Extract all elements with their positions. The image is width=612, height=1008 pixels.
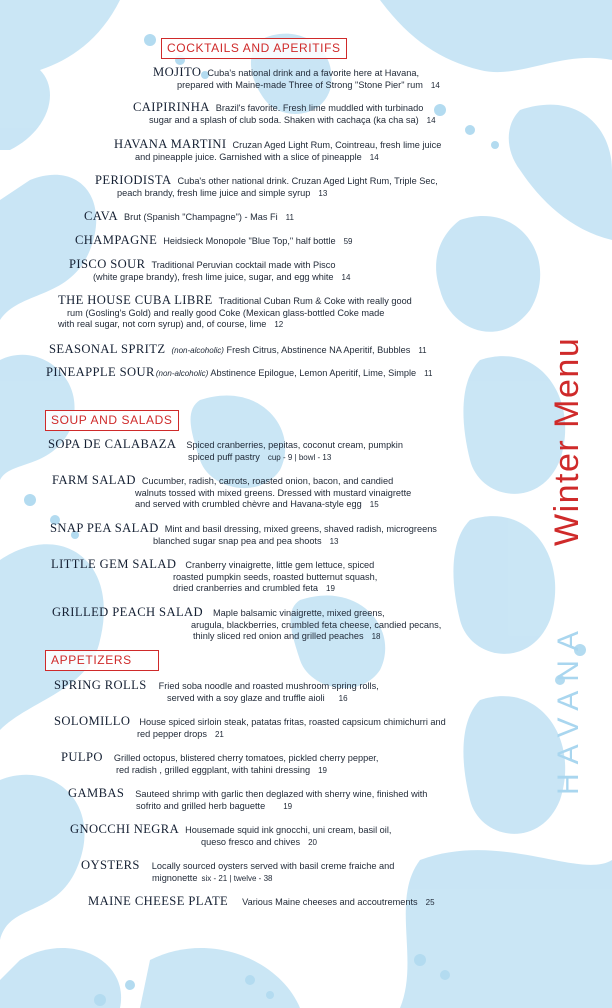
item-description: blanched sugar snap pea and pea shoots — [153, 535, 322, 546]
item-name: HAVANA MARTINI — [114, 137, 227, 151]
item-description: peach brandy, fresh lime juice and simple syrup — [117, 187, 311, 198]
section-header-appetizers: APPETIZERS — [45, 650, 159, 671]
item-price: 14 — [369, 152, 379, 162]
item-price: 11 — [285, 213, 294, 222]
item-name: PINEAPPLE SOUR — [46, 365, 155, 379]
section-header-soups: SOUP AND SALADS — [45, 410, 179, 431]
item-name: FARM SALAD — [52, 473, 136, 487]
menu-item-farm-salad — [52, 475, 411, 511]
item-description: spiced puff pastry — [188, 451, 260, 462]
menu-item-sopa-de-calabaza — [48, 439, 403, 463]
item-description: served with a soy glaze and truffle aioli — [167, 692, 325, 703]
item-note: (non-alcoholic) — [155, 369, 209, 378]
menu-item-gambas — [68, 788, 427, 812]
item-name: GNOCCHI NEGRA — [70, 822, 180, 836]
item-price: 19 — [326, 584, 335, 594]
item-price: 14 — [430, 80, 440, 90]
menu-item-little-gem-salad — [51, 559, 377, 595]
item-description: House spiced sirloin steak, patatas fritas, roasted capsicum chimichurri and — [139, 717, 446, 727]
item-description: Spiced cranberries, pepitas, coconut cream, pumpkin — [186, 440, 403, 450]
item-name: MOJITO — [153, 65, 202, 79]
item-description: arugula, blackberries, crumbled feta cheese, candied pecans, — [191, 619, 442, 630]
item-description: Abstinence Epilogue, Lemon Aperitif, Lime, Simple — [210, 368, 417, 378]
item-name: SNAP PEA SALAD — [50, 521, 159, 535]
item-description: Housemade squid ink gnocchi, uni cream, basil oil, — [185, 825, 392, 835]
menu-item-pisco-sour — [69, 259, 350, 283]
item-price: 13 — [329, 536, 339, 546]
item-name: MAINE CHEESE PLATE — [88, 894, 229, 908]
menu-item-house-cuba-libre — [58, 295, 412, 331]
item-name: SOPA DE CALABAZA — [48, 437, 177, 451]
item-name: CAIPIRINHA — [133, 100, 210, 114]
item-price: 14 — [426, 115, 436, 125]
item-description: roasted pumpkin seeds, roasted butternut squash, — [173, 571, 378, 582]
item-name: CHAMPAGNE — [75, 233, 158, 247]
item-description: thinly sliced red onion and grilled peaches — [193, 631, 364, 642]
item-price: 59 — [343, 237, 353, 246]
item-name: SEASONAL SPRITZ — [49, 342, 166, 356]
item-name: PISCO SOUR — [69, 257, 146, 271]
item-price: 11 — [418, 346, 427, 355]
menu-item-seasonal-spritz — [49, 344, 427, 357]
menu-item-snap-pea-salad — [50, 523, 437, 547]
menu-item-grilled-peach-salad — [52, 607, 441, 643]
item-description: sofrito and grilled herb baguette — [136, 800, 266, 811]
item-description: Heidsieck Monopole "Blue Top," half bottle — [163, 236, 336, 246]
menu-item-gnocchi-negra — [70, 824, 391, 848]
side-title-place: HAVANA — [552, 622, 585, 795]
item-price: 12 — [274, 320, 284, 330]
item-price: 25 — [425, 898, 435, 907]
item-description: Sauteed shrimp with garlic then deglazed with sherry wine, finished with — [135, 789, 428, 799]
item-description: queso fresco and chives — [201, 836, 301, 847]
item-name: GRILLED PEACH SALAD — [52, 605, 204, 619]
item-price: 15 — [369, 500, 379, 510]
item-description: and served with crumbled chèvre and Havana-style egg — [135, 499, 362, 510]
section-header-cocktails: COCKTAILS AND APERITIFS — [161, 38, 347, 59]
item-description: prepared with Maine-made Three of Strong "Stone Pier" rum — [177, 79, 423, 90]
menu-item-havana-martini — [114, 139, 441, 163]
menu-item-periodista — [95, 175, 438, 199]
item-name: GAMBAS — [68, 786, 125, 800]
item-price: 19 — [318, 765, 327, 775]
item-price: 18 — [371, 632, 381, 642]
item-price: 21 — [214, 729, 224, 739]
item-description: Traditional Peruvian cocktail made with Pisco — [151, 260, 336, 270]
item-description: Traditional Cuban Rum & Coke with really good — [218, 296, 412, 306]
item-description: red radish , grilled eggplant, with tahini dressing — [116, 764, 311, 775]
item-description: Brazil's favorite. Fresh lime muddled with turbinado — [215, 103, 424, 113]
menu-item-cava — [84, 211, 294, 224]
item-description: with real sugar, not corn syrup) and, of course, lime — [58, 319, 267, 330]
item-description: Cuba's national drink and a favorite here at Havana, — [207, 68, 420, 78]
item-description: Grilled octopus, blistered cherry tomatoes, pickled cherry pepper, — [113, 753, 379, 763]
side-title-season: Winter Menu — [548, 336, 586, 546]
item-description: Locally sourced oysters served with basil creme fraiche and — [151, 861, 395, 871]
item-price: cup - 9 | bowl - 13 — [267, 452, 332, 462]
item-price: 14 — [341, 272, 351, 282]
side-title — [540, 290, 590, 810]
item-description: Fried soba noodle and roasted mushroom spring rolls, — [158, 681, 379, 691]
item-description: dried cranberries and crumbled feta — [173, 583, 319, 594]
menu-item-mojito — [153, 67, 440, 91]
item-description: sugar and a splash of club soda. Shaken with cachaça (ka cha sa) — [149, 114, 419, 125]
menu-item-pulpo — [61, 752, 378, 776]
item-price: six - 21 | twelve - 38 — [201, 873, 273, 883]
item-name: PERIODISTA — [95, 173, 172, 187]
item-description: mignonette — [152, 872, 198, 883]
menu-item-champagne — [75, 235, 352, 248]
item-name: SPRING ROLLS — [54, 678, 147, 692]
item-description: Mint and basil dressing, mixed greens, shaved radish, microgreens — [164, 524, 437, 534]
item-description: rum (Gosling's Gold) and really good Coke (Mexican glass-bottled Coke made — [67, 307, 385, 318]
menu-item-pineapple-sour — [46, 367, 432, 380]
item-description: Cranberry vinaigrette, little gem lettuce, spiced — [185, 560, 375, 570]
item-name: OYSTERS — [81, 858, 140, 872]
menu-item-maine-cheese-plate — [88, 896, 435, 909]
item-description: Cruzan Aged Light Rum, Cointreau, fresh lime juice — [232, 140, 442, 150]
item-description: walnuts tossed with mixed greens. Dressed with mustard vinaigrette — [135, 487, 412, 498]
item-price: 20 — [308, 837, 317, 847]
item-name: LITTLE GEM SALAD — [51, 557, 177, 571]
item-price: 13 — [318, 188, 328, 198]
item-description: Maple balsamic vinaigrette, mixed greens, — [213, 608, 385, 618]
item-name: PULPO — [61, 750, 103, 764]
item-price: 11 — [424, 369, 433, 378]
item-description: Various Maine cheeses and accoutrements — [242, 897, 418, 907]
item-description: and pineapple juice. Garnished with a slice of pineapple — [135, 151, 362, 162]
menu-item-oysters — [81, 860, 394, 884]
item-description: red pepper drops — [137, 728, 207, 739]
item-price: 16 — [338, 693, 348, 703]
item-note: (non-alcoholic) — [171, 346, 224, 355]
menu-item-solomillo — [54, 716, 446, 740]
item-description: Cucumber, radish, carrots, roasted onion, bacon, and candied — [141, 476, 394, 486]
item-name: SOLOMILLO — [54, 714, 131, 728]
item-description: Cuba's other national drink. Cruzan Aged Light Rum, Triple Sec, — [177, 176, 438, 186]
menu-item-spring-rolls — [54, 680, 379, 704]
item-price: 19 — [283, 801, 293, 811]
item-name: THE HOUSE CUBA LIBRE — [58, 293, 213, 307]
item-description: Brut (Spanish "Champagne") - Mas Fi — [124, 212, 278, 222]
item-description: Fresh Citrus, Abstinence NA Aperitif, Bubbles — [226, 345, 411, 355]
item-description: (white grape brandy), fresh lime juice, sugar, and egg white — [93, 271, 334, 282]
menu-item-caipirinha — [133, 102, 436, 126]
item-name: CAVA — [84, 209, 119, 223]
